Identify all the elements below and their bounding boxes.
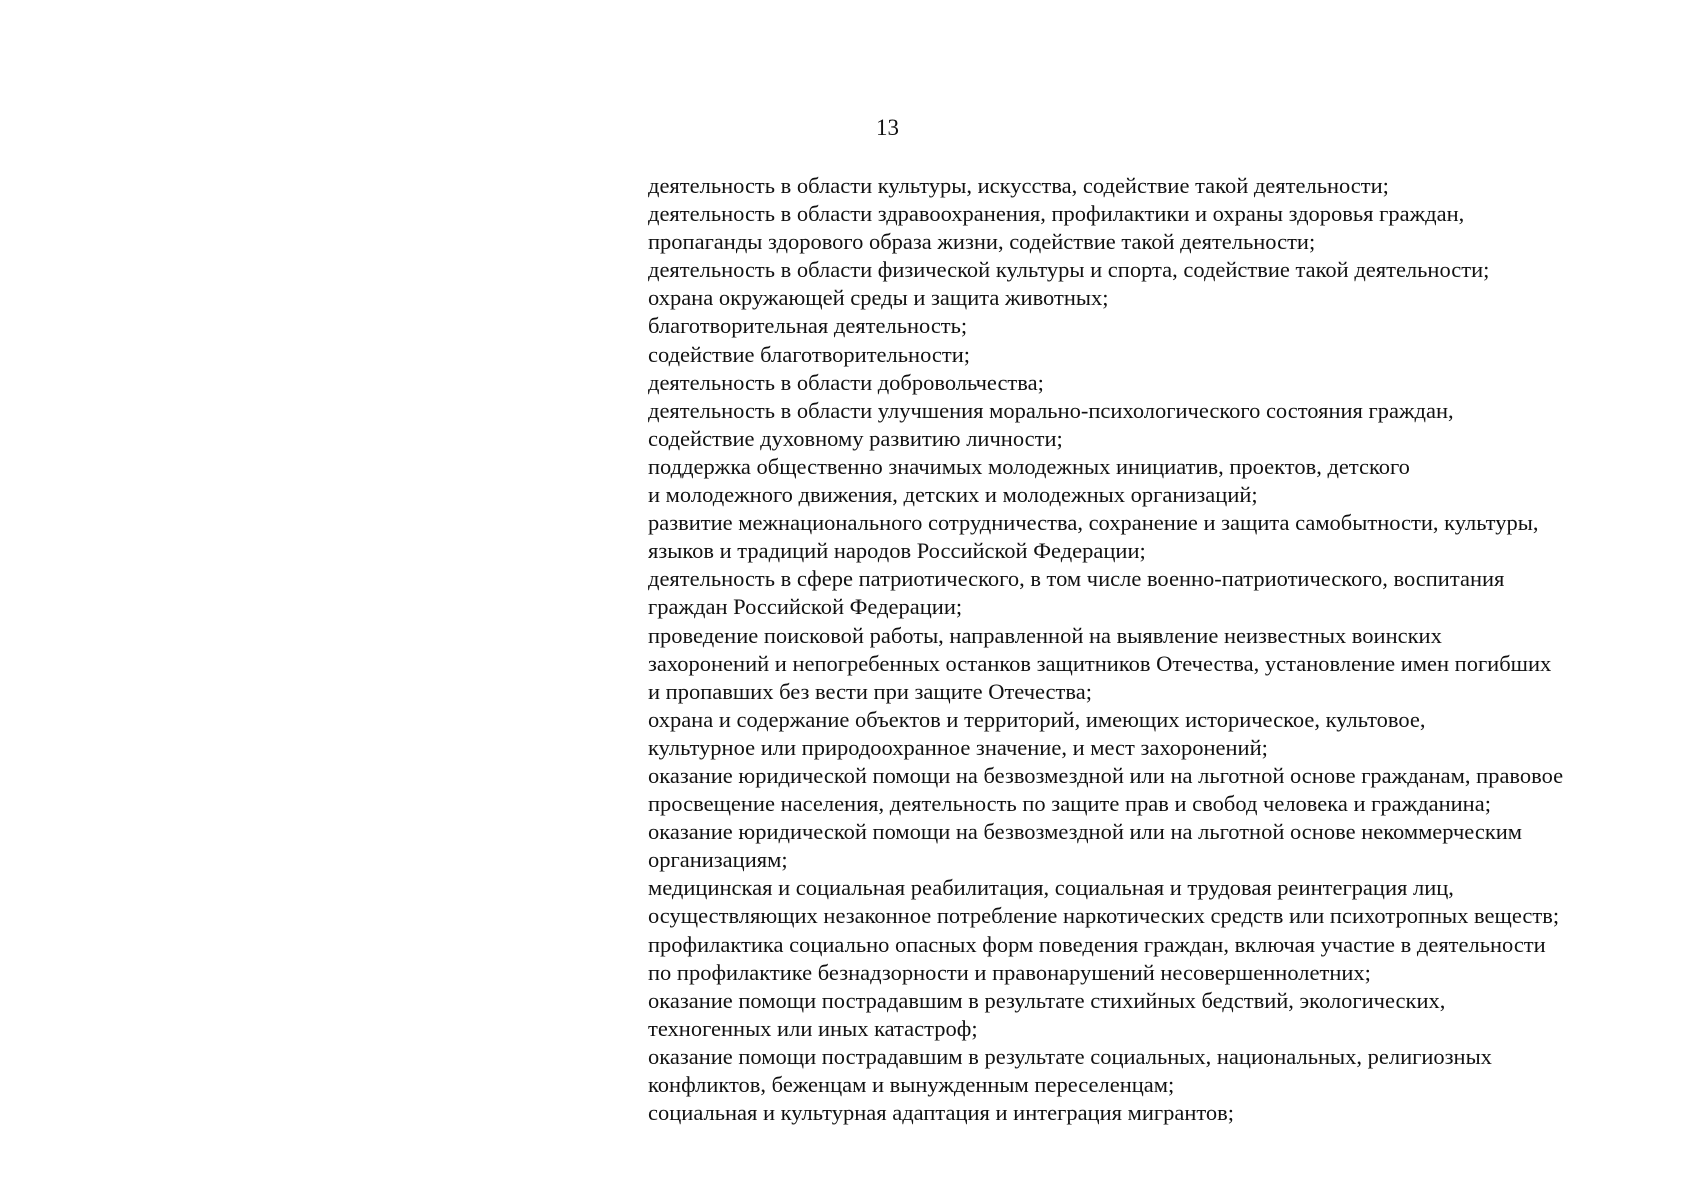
text-line: оказание юридической помощи на безвозмездной или на льготной основе гражданам, правовое — [648, 762, 1564, 788]
text-line: просвещение населения, деятельность по защите прав и свобод человека и гражданина; — [648, 791, 1491, 817]
text-line: социальная и культурная адаптация и интеграция мигрантов; — [648, 1100, 1235, 1126]
text-line: охрана и содержание объектов и территорий, имеющих историческое, культовое, — [648, 706, 1426, 732]
text-line: техногенных или иных катастроф; — [648, 1015, 978, 1041]
text-line: поддержка общественно значимых молодежных инициатив, проектов, детского — [648, 453, 1410, 479]
text-line: оказание юридической помощи на безвозмездной или на льготной основе некоммерческим — [648, 819, 1523, 845]
text-line: деятельность в области улучшения морально-психологического состояния граждан, — [648, 397, 1454, 423]
text-line: деятельность в сфере патриотического, в том числе военно-патриотического, воспитания — [648, 566, 1505, 592]
text-line: и пропавших без вести при защите Отечества; — [648, 678, 1092, 704]
text-line: организациям; — [648, 847, 788, 873]
text-line: содействие благотворительности; — [648, 341, 970, 367]
text-line: благотворительная деятельность; — [648, 313, 968, 339]
text-line: содействие духовному развитию личности; — [648, 425, 1063, 451]
text-line: захоронений и непогребенных останков защитников Отечества, установление имен погибших — [648, 650, 1552, 676]
text-line: охрана окружающей среды и защита животных; — [648, 285, 1109, 311]
text-line: пропаганды здорового образа жизни, содействие такой деятельности; — [648, 229, 1316, 255]
text-line: оказание помощи пострадавшим в результате социальных, национальных, религиозных — [648, 1043, 1492, 1069]
text-line: медицинская и социальная реабилитация, социальная и трудовая реинтеграция лиц, — [648, 875, 1454, 901]
text-line: проведение поисковой работы, направленной на выявление неизвестных воинских — [648, 622, 1442, 648]
text-line: культурное или природоохранное значение, и мест захоронений; — [648, 734, 1268, 760]
text-line: оказание помощи пострадавшим в результате стихийных бедствий, экологических, — [648, 987, 1446, 1013]
text-line: осуществляющих незаконное потребление наркотических средств или психотропных веществ; — [648, 903, 1560, 929]
text-line: деятельность в области добровольчества; — [648, 369, 1044, 395]
body-text — [648, 172, 1658, 1127]
text-line: по профилактике безнадзорности и правонарушений несовершеннолетних; — [648, 959, 1371, 985]
text-line: профилактика социально опасных форм поведения граждан, включая участие в деятельности — [648, 931, 1546, 957]
text-line: деятельность в области культуры, искусства, содействие такой деятельности; — [648, 173, 1389, 198]
text-line: развитие межнационального сотрудничества, сохранение и защита самобытности, культуры, — [648, 510, 1539, 536]
page-number: 13 — [876, 115, 899, 140]
text-line: граждан Российской Федерации; — [648, 594, 963, 620]
text-line: и молодежного движения, детских и молодежных организаций; — [648, 482, 1258, 508]
text-line: конфликтов, беженцам и вынужденным переселенцам; — [648, 1072, 1175, 1097]
text-line: языков и традиций народов Российской Федерации; — [648, 538, 1146, 564]
text-line: деятельность в области здравоохранения, профилактики и охраны здоровья граждан, — [648, 201, 1465, 227]
text-line: деятельность в области физической культуры и спорта, содействие такой деятельности; — [648, 257, 1490, 283]
